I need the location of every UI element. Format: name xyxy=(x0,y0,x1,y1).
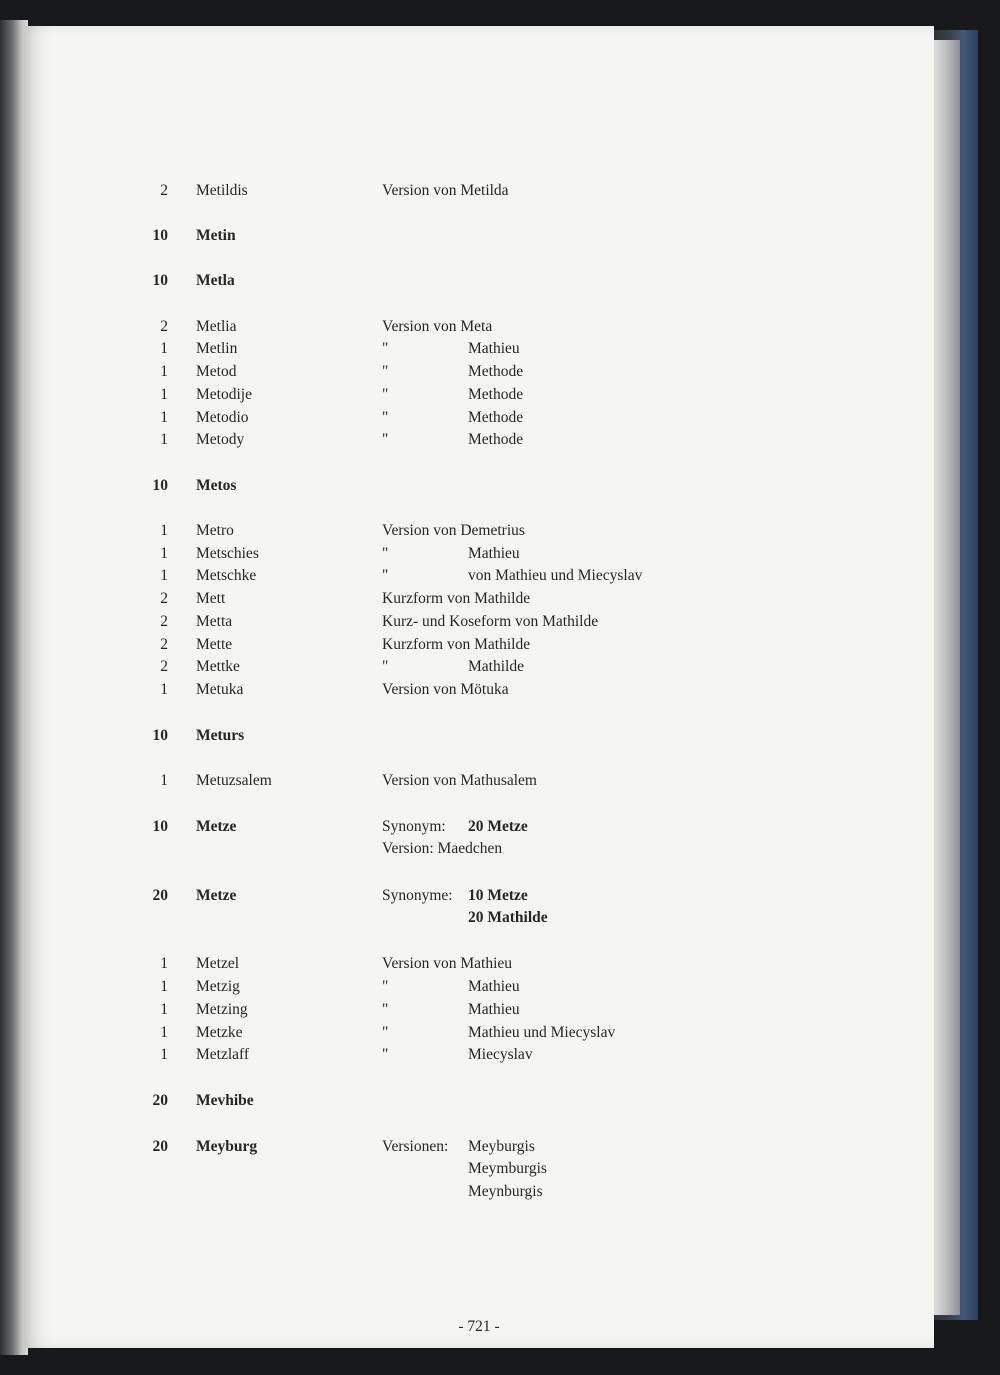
entry-description: " xyxy=(382,1024,389,1041)
entry-reference: Mathieu xyxy=(468,978,520,995)
entry-description: " xyxy=(382,363,389,380)
entry-reference: 10 Metze xyxy=(468,887,528,904)
entry-reference: Miecyslav xyxy=(468,1046,533,1063)
name-entry xyxy=(24,678,934,701)
name-entry xyxy=(24,519,934,542)
entry-reference: 20 Metze xyxy=(468,818,528,835)
entry-description: " xyxy=(382,409,389,426)
entry-name: Mettke xyxy=(196,658,240,675)
entry-description: Versionen: xyxy=(382,1138,449,1155)
entry-name: Metody xyxy=(196,431,245,448)
name-entry xyxy=(24,1157,934,1180)
entry-name: Metta xyxy=(196,613,233,630)
entry-count: 1 xyxy=(160,522,168,539)
entry-description: Kurzform von Mathilde xyxy=(382,636,531,653)
name-entry xyxy=(24,1043,934,1066)
entry-count: 1 xyxy=(160,431,168,448)
name-entry xyxy=(24,769,934,792)
name-entry xyxy=(24,383,934,406)
entry-name: Meyburg xyxy=(196,1138,258,1155)
name-entry xyxy=(24,474,934,497)
name-entry xyxy=(24,884,934,907)
entry-reference: Mathieu xyxy=(468,340,520,357)
entry-count: 1 xyxy=(160,978,168,995)
page-number: - 721 - xyxy=(458,1318,500,1335)
entry-reference: Methode xyxy=(468,363,524,380)
name-entry xyxy=(24,975,934,998)
entry-reference: Meyburgis xyxy=(468,1138,535,1155)
entry-count: 2 xyxy=(160,658,168,675)
entry-count: 1 xyxy=(160,386,168,403)
entry-count: 2 xyxy=(160,613,168,630)
entry-description: Version von Demetrius xyxy=(382,522,525,539)
entry-count: 20 xyxy=(152,887,168,904)
entry-description: " xyxy=(382,431,389,448)
entry-count: 20 xyxy=(152,1092,168,1109)
entry-count: 10 xyxy=(152,227,168,244)
entry-description: Synonym: xyxy=(382,818,446,835)
entry-description: Synonyme: xyxy=(382,887,453,904)
entry-reference: Meymburgis xyxy=(468,1160,547,1177)
name-entry xyxy=(24,837,934,860)
name-entry xyxy=(24,655,934,678)
name-entry xyxy=(24,998,934,1021)
name-entry xyxy=(24,1089,934,1112)
name-entry xyxy=(24,315,934,338)
entry-description: Version von Metilda xyxy=(382,182,509,199)
entry-name: Metlia xyxy=(196,318,237,335)
entry-name: Mett xyxy=(196,590,226,607)
entry-name: Mette xyxy=(196,636,233,653)
name-entry xyxy=(24,179,934,202)
entry-reference: Mathieu und Miecyslav xyxy=(468,1024,616,1041)
entry-count: 10 xyxy=(152,818,168,835)
entry-count: 1 xyxy=(160,1024,168,1041)
entry-description: Version von Mathusalem xyxy=(382,772,537,789)
entry-name: Metodije xyxy=(196,386,252,403)
entry-description: Version von Mathieu xyxy=(382,955,513,972)
name-entry xyxy=(24,1180,934,1203)
entry-count: 1 xyxy=(160,772,168,789)
entry-name: Metschies xyxy=(196,545,259,562)
entry-count: 1 xyxy=(160,545,168,562)
entry-reference: Mathilde xyxy=(468,658,524,675)
entry-count: 1 xyxy=(160,567,168,584)
name-entry xyxy=(24,564,934,587)
entry-name: Metin xyxy=(196,227,236,244)
entry-name: Metlin xyxy=(196,340,238,357)
entry-name: Metzig xyxy=(196,978,240,995)
entry-name: Metzke xyxy=(196,1024,243,1041)
entry-count: 1 xyxy=(160,340,168,357)
name-entry xyxy=(24,360,934,383)
entry-name: Metod xyxy=(196,363,237,380)
entry-reference: Mathieu xyxy=(468,1001,520,1018)
entry-count: 2 xyxy=(160,318,168,335)
name-entry xyxy=(24,224,934,247)
entry-count: 1 xyxy=(160,409,168,426)
entry-count: 1 xyxy=(160,681,168,698)
name-entry xyxy=(24,610,934,633)
entry-name: Metzel xyxy=(196,955,240,972)
book-page xyxy=(24,26,934,1348)
entry-description: Kurz- und Koseform von Mathilde xyxy=(382,613,599,630)
entry-reference: 20 Mathilde xyxy=(468,909,548,926)
entry-name: Metzing xyxy=(196,1001,248,1018)
entry-count: 2 xyxy=(160,182,168,199)
page-stack-edge xyxy=(930,40,960,1315)
entry-count: 1 xyxy=(160,363,168,380)
entry-count: 10 xyxy=(152,727,168,744)
entry-name: Metzlaff xyxy=(196,1046,250,1063)
entry-description: " xyxy=(382,386,389,403)
entry-reference: Mathieu xyxy=(468,545,520,562)
entry-name: Metro xyxy=(196,522,234,539)
entry-count: 1 xyxy=(160,955,168,972)
name-entry-list xyxy=(24,26,934,1348)
entry-reference: Meynburgis xyxy=(468,1183,543,1200)
name-entry xyxy=(24,1021,934,1044)
entry-name: Metze xyxy=(196,887,237,904)
entry-description: " xyxy=(382,978,389,995)
name-entry xyxy=(24,428,934,451)
entry-count: 20 xyxy=(152,1138,168,1155)
entry-reference: von Mathieu und Miecyslav xyxy=(468,567,643,584)
name-entry xyxy=(24,815,934,838)
entry-description: " xyxy=(382,658,389,675)
entry-count: 2 xyxy=(160,636,168,653)
name-entry xyxy=(24,952,934,975)
entry-reference: Methode xyxy=(468,386,524,403)
entry-count: 2 xyxy=(160,590,168,607)
entry-count: 10 xyxy=(152,272,168,289)
entry-description: " xyxy=(382,340,389,357)
entry-name: Meturs xyxy=(196,727,245,744)
entry-count: 1 xyxy=(160,1046,168,1063)
entry-name: Metschke xyxy=(196,567,257,584)
entry-description: Version von Mötuka xyxy=(382,681,509,698)
entry-name: Metuzsalem xyxy=(196,772,272,789)
entry-reference: Methode xyxy=(468,431,524,448)
name-entry xyxy=(24,406,934,429)
entry-name: Metodio xyxy=(196,409,249,426)
entry-name: Metla xyxy=(196,272,235,289)
entry-description: Version: Maedchen xyxy=(382,840,503,857)
entry-name: Metze xyxy=(196,818,237,835)
entry-name: Metos xyxy=(196,477,237,494)
name-entry xyxy=(24,269,934,292)
entry-description: " xyxy=(382,1046,389,1063)
entry-name: Metildis xyxy=(196,182,248,199)
entry-name: Metuka xyxy=(196,681,244,698)
entry-description: " xyxy=(382,567,389,584)
name-entry xyxy=(24,1135,934,1158)
name-entry xyxy=(24,906,934,929)
name-entry xyxy=(24,337,934,360)
entry-description: Kurzform von Mathilde xyxy=(382,590,531,607)
name-entry xyxy=(24,542,934,565)
name-entry xyxy=(24,587,934,610)
name-entry xyxy=(24,724,934,747)
entry-description: Version von Meta xyxy=(382,318,493,335)
entry-description: " xyxy=(382,545,389,562)
entry-reference: Methode xyxy=(468,409,524,426)
entry-count: 1 xyxy=(160,1001,168,1018)
name-entry xyxy=(24,633,934,656)
entry-count: 10 xyxy=(152,477,168,494)
entry-name: Mevhibe xyxy=(196,1092,254,1109)
entry-description: " xyxy=(382,1001,389,1018)
